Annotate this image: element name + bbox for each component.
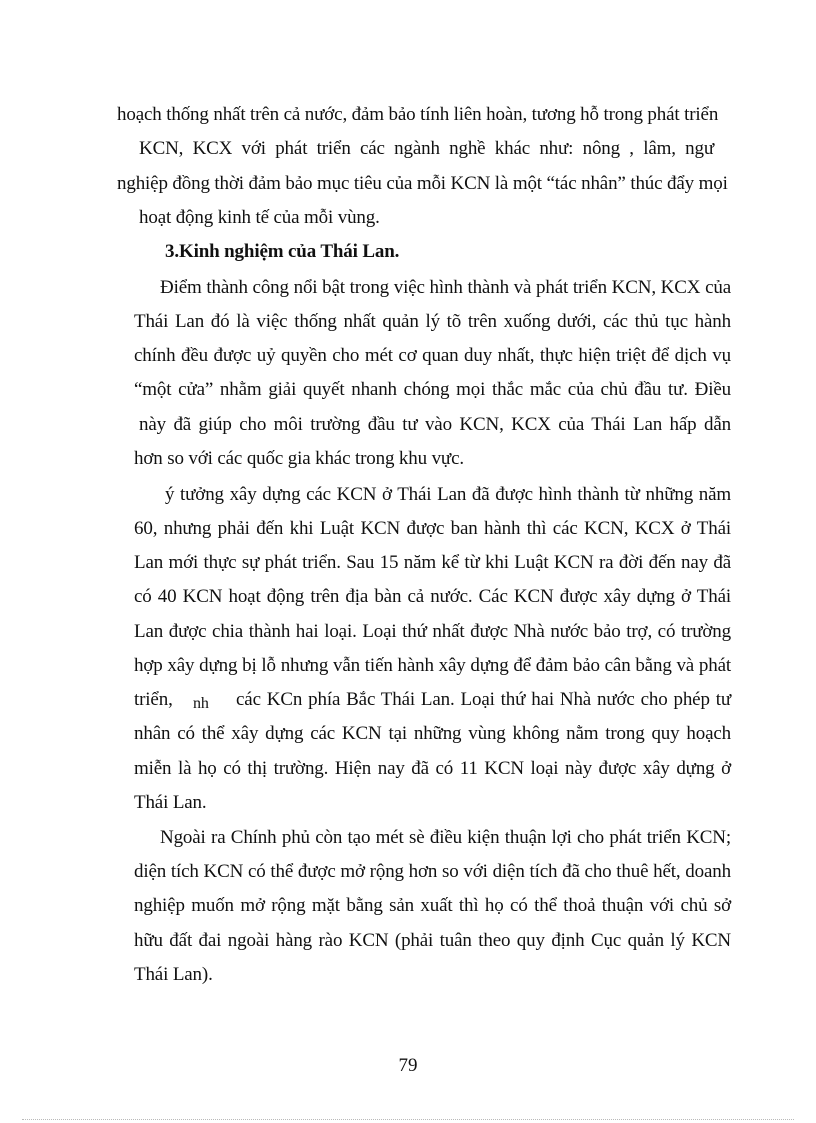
text-line: diện tích KCN có thể được mở rộng hơn so với diện tích đã cho thuê hết, doanh: [134, 861, 731, 882]
text-line: 60, nhưng phải đến khi Luật KCN được ban hành thì các KCN, KCX ở Thái: [134, 518, 731, 539]
text-line: hợp xây dựng bị lỗ nhưng vẫn tiến hành xây dựng để đảm bảo cân bằng và phát: [134, 655, 731, 676]
text-line: Thái Lan).: [134, 964, 213, 985]
text-line: Lan mới thực sự phát triển. Sau 15 năm kể từ khi Luật KCN ra đời đến nay đã: [134, 552, 731, 573]
text-line: hữu đất đai ngoài hàng rào KCN (phải tuân theo quy định Cục quản lý KCN: [134, 930, 731, 951]
text-line: có 40 KCN hoạt động trên địa bàn cả nước. Các KCN được xây dựng ở Thái: [134, 586, 731, 607]
text-line: hơn so với các quốc gia khác trong khu vực.: [134, 448, 464, 469]
text-line: triển,: [134, 689, 173, 710]
text-line: Ngoài ra Chính phủ còn tạo mét sè điều kiện thuận lợi cho phát triển KCN;: [160, 827, 731, 848]
text-line: miễn là họ có thị trường. Hiện nay đã có 11 KCN loại này được xây dựng ở: [134, 758, 731, 779]
text-line: hoạt động kinh tế của mỗi vùng.: [139, 207, 380, 228]
text-line: nghiệp muốn mở rộng mặt bằng sản xuất thì họ có thể thoả thuận với chủ sở: [134, 895, 731, 916]
text-line: nhân có thể xây dựng các KCN tại những vùng không nằm trong quy hoạch: [134, 723, 731, 744]
text-line: Thái Lan đó là việc thống nhất quản lý tõ trên xuống dưới, các thủ tục hành: [134, 311, 731, 332]
text-line: Thái Lan.: [134, 792, 207, 813]
page-bottom-divider: [22, 1119, 794, 1120]
section-heading: 3.Kinh nghiệm của Thái Lan.: [165, 241, 400, 262]
text-line: nghiệp đồng thời đảm bảo mục tiêu của mỗi KCN là một “tác nhân” thúc đẩy mọi: [117, 173, 728, 194]
text-line: KCN, KCX với phát triển các ngành nghề khác như: nông , lâm, ngư: [139, 138, 714, 159]
text-line: này đã giúp cho môi trường đầu tư vào KCN, KCX của Thái Lan hấp dẫn: [139, 414, 731, 435]
text-line: ý tưởng xây dựng các KCN ở Thái Lan đã được hình thành từ những năm: [165, 484, 731, 505]
text-line: Lan được chia thành hai loại. Loại thứ nhất được Nhà nước bảo trợ, có trường: [134, 621, 731, 642]
text-line: hoạch thống nhất trên cả nước, đảm bảo tính liên hoàn, tương hỗ trong phát triển: [117, 104, 719, 125]
text-line: “một cửa” nhằm giải quyết nhanh chóng mọi thắc mắc của chủ đầu tư. Điều: [134, 379, 731, 400]
text-line: Điểm thành công nổi bật trong việc hình thành và phát triển KCN, KCX của: [160, 277, 731, 298]
text-line: các KCn phía Bắc Thái Lan. Loại thứ hai Nhà nước cho phép tư: [236, 689, 731, 710]
text-fragment: nh: [193, 695, 209, 712]
text-line: chính đều được uỷ quyền cho mét cơ quan duy nhất, thực hiện triệt để dịch vụ: [134, 345, 731, 366]
page-number: 79: [398, 1055, 418, 1076]
